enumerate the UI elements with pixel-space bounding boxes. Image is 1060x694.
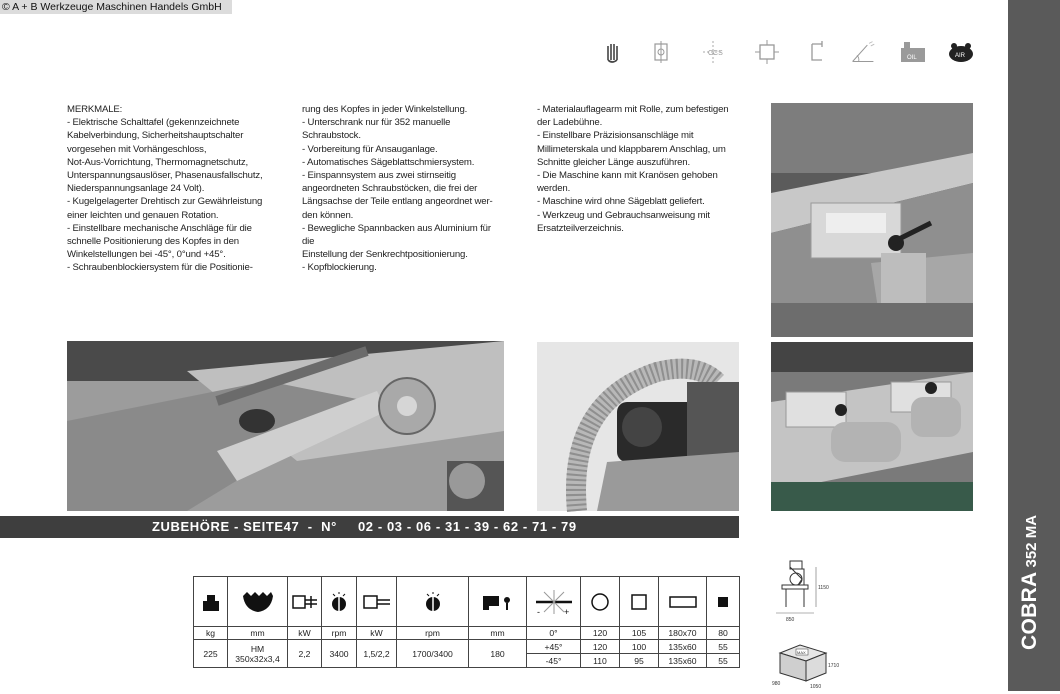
machine-dimension-drawing: [768, 555, 834, 623]
unit-vise: mm: [469, 627, 527, 640]
hand-safety-icon: [600, 38, 626, 66]
unit-power-2: kW: [357, 627, 397, 640]
svg-text:1050: 1050: [810, 684, 822, 690]
copyright-notice: © A + B Werkzeuge Maschinen Handels GmbH: [0, 0, 232, 14]
features-column-2: rung des Kopfes in jeder Winkelstellung. - Unterschrank nur für 352 manuelle Schraubstock. - Vorbereitung für Ansauganlage. - Automatisches Sägeblattschmiersystem. - Einspannsystem aus zwei stirnseitig angeordneten Schraubstöcken, die frei der Längsachse der Teile entlang angeordnet wer- den können. - Bewegliche Spannbacken aus Aluminium für die Einstellung der Senkrechtpositionierung. - Kopfblockierung.: [302, 104, 493, 274]
svg-text:OIL: OIL: [907, 55, 917, 61]
value-blade: HM 350x32x3,4: [228, 640, 288, 668]
features-column-1: MERKMALE: - Elektrische Schalttafel (gekennzeichnete Kabelverbindung, Sicherheitshauptschalter vorgesehen mit Vorhängeschloss, Not-Aus-Vorrichtung, Thermomagnetschutz, Unterspannungsauslöser, Phasenausfallschutz, Niederspannungsanlage 24 Volt). - Kugelgelagerter Drehtisch zur Gewährleistung einer leichten und genauen Rotation. - Einstellbare mechanische Anschläge für die schnelle Positionierung des Kopfes in den Winkelstellungen bei -45°, 0°und +45°. - Schraubenblockiersystem für die Positionie-: [67, 104, 263, 274]
cut-cell: 55: [707, 640, 740, 654]
air-icon: [946, 38, 976, 66]
svg-text:1150: 1150: [818, 585, 829, 591]
cutting-angle-icon: [527, 577, 581, 627]
cut-cell: 120: [581, 640, 620, 654]
cut-cell: 120: [581, 627, 620, 640]
side-strip: [1008, 0, 1060, 691]
cut-cell: 55: [707, 654, 740, 668]
unit-weight: kg: [194, 627, 228, 640]
motor-power-2-icon: [357, 577, 397, 627]
value-speed: 3400: [322, 640, 357, 668]
solid-section-icon: [707, 577, 740, 627]
value-power-2: 1,5/2,2: [357, 640, 397, 668]
saw-blade-icon: [228, 577, 288, 627]
value-speed-2: 1700/3400: [397, 640, 469, 668]
svg-text:850: 850: [786, 617, 795, 623]
ccs-icon: [700, 38, 726, 66]
value-weight: 225: [194, 640, 228, 668]
svg-text:1710: 1710: [828, 663, 840, 669]
cut-cell: 105: [620, 627, 659, 640]
frame-square-icon: [754, 38, 780, 66]
suction-hose-photo: [537, 342, 739, 511]
svg-text:CCS: CCS: [708, 50, 723, 57]
cut-cell: 110: [581, 654, 620, 668]
motor-start-icon: [648, 38, 674, 66]
features-column-3: - Materialauflagearm mit Rolle, zum befestigen der Ladebühne. - Einstellbare Präzisionsanschläge mit Millimeterskala und klappbarem Anschlag, um Schnitte gleicher Länge auszuführen. - Die Maschine kann mit Kranösen gehoben werden. - Maschine wird ohne Sägeblatt geliefert. - Werkzeug und Gebrauchsanweisung mit Ersatzteilverzeichnis.: [537, 104, 729, 234]
weight-icon: [194, 577, 228, 627]
motor-power-icon: [288, 577, 322, 627]
unit-blade: mm: [228, 627, 288, 640]
model-variant: 352 MA: [1023, 514, 1040, 568]
angle-icon: [850, 38, 876, 66]
accessories-bar: [0, 516, 739, 538]
rectangle-section-icon: [659, 577, 707, 627]
unit-speed-2: rpm: [397, 627, 469, 640]
square-section-icon: [620, 577, 659, 627]
svg-text:AIR: AIR: [955, 53, 966, 59]
svg-text:-: -: [536, 606, 540, 617]
cut-cell: 135x60: [659, 654, 707, 668]
svg-text:MAX: MAX: [797, 650, 806, 655]
value-vise: 180: [469, 640, 527, 668]
package-dimension-drawing: [770, 633, 840, 690]
cut-cell: 95: [620, 654, 659, 668]
model-title: [1018, 515, 1042, 650]
angle-plus-45: +45°: [527, 640, 581, 654]
vise-photo: [771, 103, 973, 337]
bracket-icon: [804, 38, 830, 66]
double-vise-photo: [771, 342, 973, 511]
svg-text:980: 980: [772, 681, 781, 687]
oil-icon: [898, 38, 928, 66]
vise-opening-icon: [469, 577, 527, 627]
accessories-text: ZUBEHÖRE - SEITE47 - N° 02 - 03 - 06 - 31 - 39 - 62 - 71 - 79: [152, 519, 577, 534]
cut-cell: 180x70: [659, 627, 707, 640]
value-power: 2,2: [288, 640, 322, 668]
cut-cell: 80: [707, 627, 740, 640]
angle-0: 0°: [527, 627, 581, 640]
unit-power: kW: [288, 627, 322, 640]
model-name: COBRA: [1018, 571, 1041, 650]
spec-table: [193, 576, 740, 668]
rotation-speed-icon: [322, 577, 357, 627]
cut-cell: 100: [620, 640, 659, 654]
cut-cell: 135x60: [659, 640, 707, 654]
saw-head-photo: [67, 341, 504, 511]
unit-speed: rpm: [322, 627, 357, 640]
round-section-icon: [581, 577, 620, 627]
svg-text:+: +: [563, 606, 569, 617]
rotation-speed-2-icon: [397, 577, 469, 627]
angle-minus-45: -45°: [527, 654, 581, 668]
